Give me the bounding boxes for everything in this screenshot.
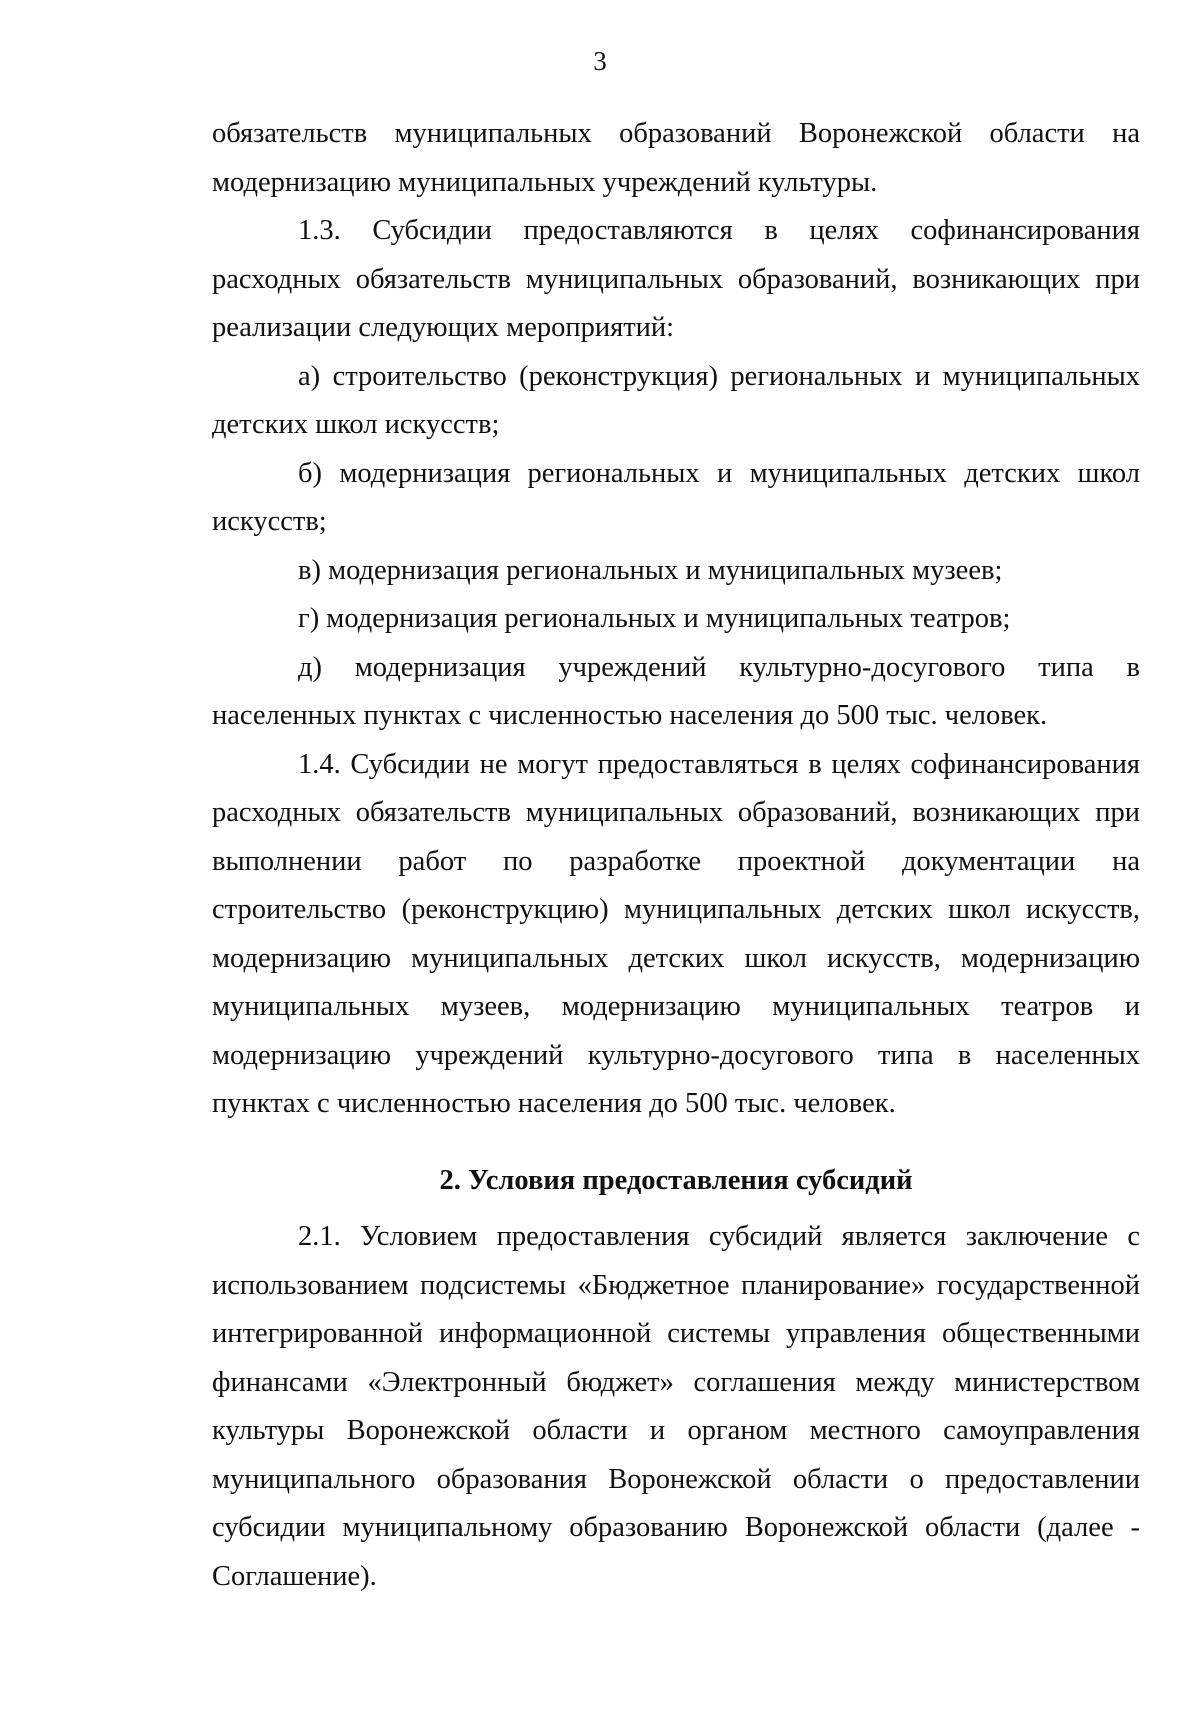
paragraph-2-1: 2.1. Условием предоставления субсидий является заключение с использованием подсистемы «Бюджетное планирование» государственной интегрированной информационной системы управления общественными финансами «Электронный бюджет» соглашения между министерством культуры Воронежской области и органом местного самоуправления муниципального образования Воронежской области о предоставлении субсидии муниципальному образованию Воронежской области (далее - Соглашение). xyxy=(212,1221,1140,1592)
list-item-g: г) модернизация региональных и муниципальных театров; xyxy=(298,603,1011,634)
spacer xyxy=(212,1205,1140,1213)
list-item-d: д) модернизация учреждений культурно-досугового типа в населенных пунктах с численностью населения до 500 тыс. человек. xyxy=(212,651,1140,731)
paragraph-1-3: 1.3. Субсидии предоставляются в целях софинансирования расходных обязательств муниципальных образований, возникающих при реализации следующих мероприятий: xyxy=(212,215,1140,343)
document-body xyxy=(212,110,1140,1601)
page-number: 3 xyxy=(593,46,607,76)
paragraph-continuation: обязательств муниципальных образований Воронежской области на модернизацию муниципальных учреждений культуры. xyxy=(212,118,1140,198)
list-item-v: в) модернизация региональных и муниципальных музеев; xyxy=(298,554,1003,586)
spacer xyxy=(212,1129,1140,1157)
list-item-b: б) модернизация региональных и муниципальных детских школ искусств; xyxy=(212,457,1140,537)
paragraph-1-4: 1.4. Субсидии не могут предоставляться в целях софинансирования расходных обязательств муниципальных образований, возникающих при выполнении работ по разработке проектной документации на строительство (реконструкцию) муниципальных детских школ искусств, модернизацию муниципальных детских школ искусств, модернизацию муниципальных музеев, модернизацию муниципальных театров и модернизацию учреждений культурно-досугового типа в населенных пунктах с численностью населения до 500 тыс. человек. xyxy=(212,748,1140,1119)
list-item-a: а) строительство (реконструкция) региональных и муниципальных детских школ искусств; xyxy=(212,360,1140,440)
section-heading: 2. Условия предоставления субсидий xyxy=(439,1164,913,1196)
